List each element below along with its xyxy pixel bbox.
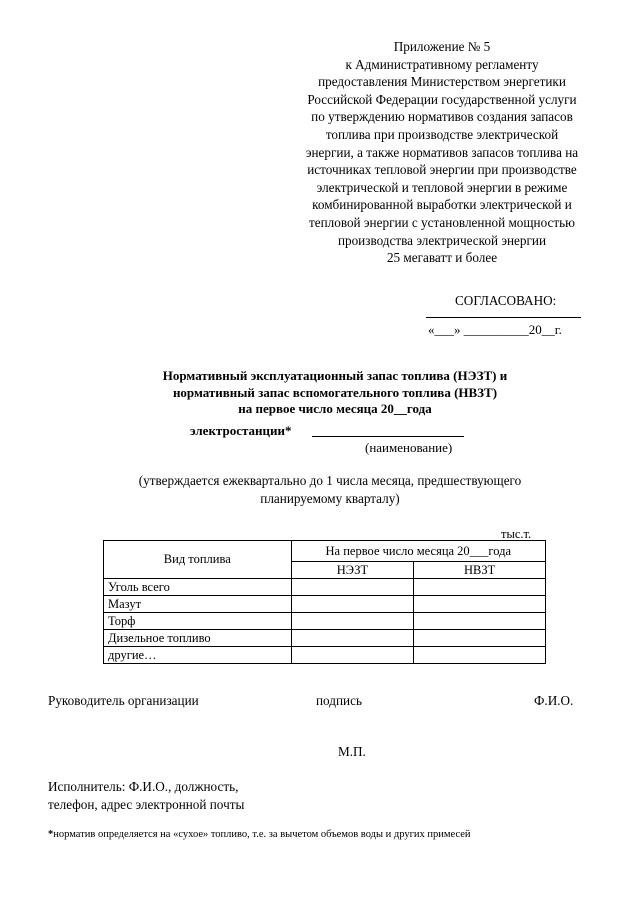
signature-fio: Ф.И.О. — [534, 693, 574, 708]
nezt-cell[interactable] — [291, 647, 414, 664]
header-nvzt: НВЗТ — [414, 562, 546, 579]
nvzt-cell[interactable] — [414, 613, 546, 630]
row-label: Торф — [104, 613, 292, 630]
table-row — [104, 579, 546, 596]
appendix-line: электрической и тепловой энергии в режиме — [316, 179, 568, 195]
nezt-cell[interactable] — [291, 630, 414, 647]
nvzt-cell[interactable] — [414, 630, 546, 647]
title-line: нормативный запас вспомогательного топлива (НВЗТ) — [172, 384, 498, 400]
appendix-line: тепловой энергии с установленной мощностью — [308, 214, 576, 230]
table-header-row — [104, 541, 546, 562]
nezt-cell[interactable] — [291, 596, 414, 613]
station-name-line — [312, 436, 464, 437]
nezt-cell[interactable] — [291, 613, 414, 630]
title-line: на первое число месяца 20__года — [238, 401, 432, 416]
table-row — [104, 596, 546, 613]
table-row — [104, 613, 546, 630]
header-fuel-type: Вид топлива — [104, 541, 292, 579]
appendix-line: производства электрической энергии — [337, 232, 547, 248]
executor-block — [48, 778, 244, 814]
unit-label: тыс.т. — [501, 527, 532, 541]
agreed-signature-line — [426, 317, 581, 318]
signature-head: Руководитель организации — [48, 693, 199, 708]
nvzt-cell[interactable] — [414, 579, 546, 596]
table-row — [104, 630, 546, 647]
approval-note — [70, 472, 590, 508]
footnote-star: * — [48, 829, 54, 840]
executor-line: телефон, адрес электронной почты — [48, 797, 245, 812]
appendix-line: энергии, а также нормативов запасов топлива на — [305, 144, 579, 160]
appendix-line: комбинированной выработки электрической и — [312, 197, 572, 213]
stamp-place: М.П. — [338, 744, 366, 759]
header-date: На первое число месяца 20___года — [291, 541, 545, 562]
agreed-date: «___» __________20__г. — [428, 322, 562, 337]
appendix-line: источниках тепловой энергии при производстве — [307, 162, 577, 178]
appendix-line: предоставления Министерством энергетики — [318, 74, 566, 90]
agreed-label: СОГЛАСОВАНО: — [455, 293, 557, 308]
signature-sign: подпись — [316, 693, 362, 708]
nvzt-cell[interactable] — [414, 596, 546, 613]
appendix-line: Российской Федерации государственной услуги — [307, 91, 577, 107]
appendix-line: к Административному регламенту — [345, 56, 539, 72]
note-line: (утверждается ежеквартально до 1 числа месяца, предшествующего — [138, 473, 522, 488]
nvzt-cell[interactable] — [414, 647, 546, 664]
note-line: планируемому кварталу) — [260, 491, 400, 506]
nezt-cell[interactable] — [291, 579, 414, 596]
appendix-line: Приложение № 5 — [393, 39, 491, 54]
title-line: Нормативный эксплуатационный запас топлива (НЭЗТ) и — [162, 368, 508, 383]
row-label: Уголь всего — [104, 579, 292, 596]
row-label: Дизельное топливо — [104, 630, 292, 647]
fuel-table — [103, 540, 546, 664]
footnote-text: норматив определяется на «сухое» топливо, т.е. за вычетом объемов воды и других примесей — [53, 829, 471, 840]
table-row — [104, 647, 546, 664]
row-label: Мазут — [104, 596, 292, 613]
row-label: другие… — [104, 647, 292, 664]
appendix-line: по утверждению нормативов создания запасов — [311, 109, 573, 125]
document-title — [100, 368, 570, 418]
station-hint: (наименование) — [365, 440, 453, 455]
appendix-line: топлива при производстве электрической — [325, 126, 559, 142]
header-nezt: НЭЗТ — [291, 562, 414, 579]
footnote — [48, 829, 471, 840]
appendix-header — [262, 38, 622, 267]
executor-line: Исполнитель: Ф.И.О., должность, — [48, 779, 239, 794]
appendix-line: 25 мегаватт и более — [386, 250, 498, 266]
station-label: электростанции* — [190, 423, 292, 438]
